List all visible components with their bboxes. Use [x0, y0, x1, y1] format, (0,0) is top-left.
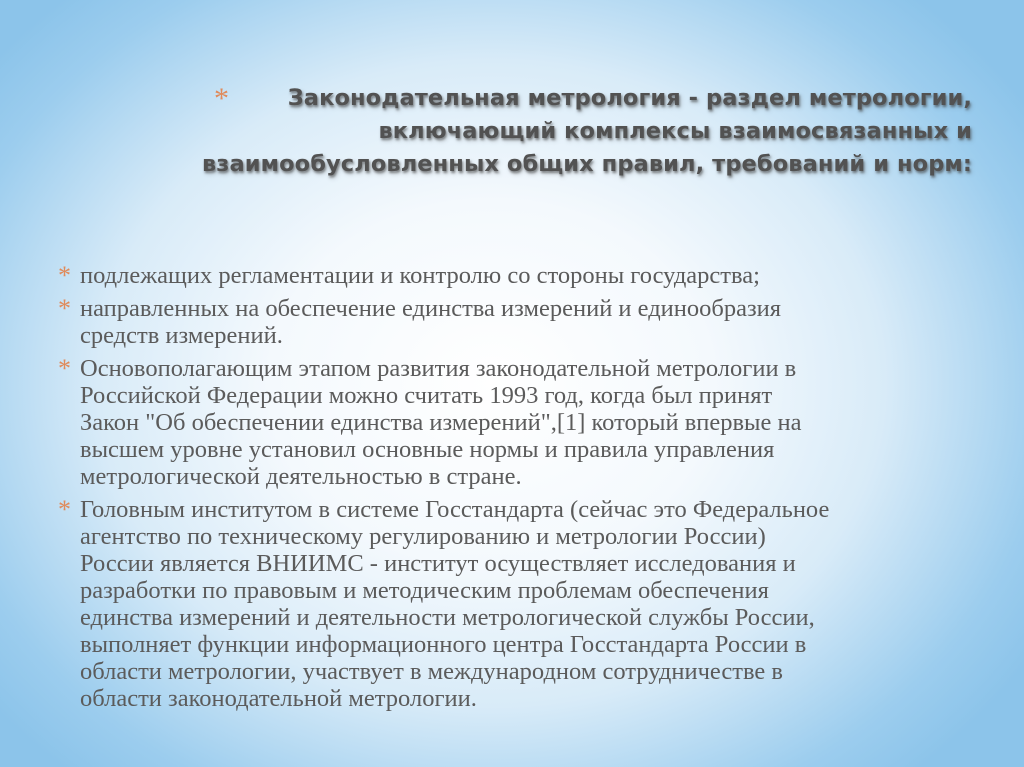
bullet-star-icon: *: [58, 495, 71, 524]
bullet-text-line: Головным институтом в системе Госстандарта (сейчас это Федеральное: [80, 496, 830, 523]
bullet-text-line: области метрологии, участвует в международном сотрудничестве в: [80, 658, 783, 685]
bullet-text-line: Основополагающим этапом развития законодательной метрологии в: [80, 355, 797, 382]
slide-title: [150, 82, 972, 181]
bullet-text: [80, 262, 958, 289]
bullet-text-line: единства измерений и деятельности метрологической службы России,: [80, 604, 815, 631]
bullet-text-line: области законодательной метрологии.: [80, 685, 477, 712]
bullet-text-line: метрологической деятельностью в стране.: [80, 463, 522, 490]
slide-title-line: включающий комплексы взаимосвязанных и: [378, 118, 972, 144]
bullet-star-icon: *: [58, 261, 71, 290]
bullet-text-line: направленных на обеспечение единства измерений и единообразия: [80, 295, 782, 322]
bullet-text: [80, 295, 958, 349]
title-bullet-star-icon: *: [214, 82, 229, 115]
bullet-text-line: выполняет функции информационного центра Госстандарта России в: [80, 631, 807, 658]
bullet-item: [58, 262, 958, 289]
bullet-item: [58, 355, 958, 490]
bullet-text-line: Российской Федерации можно считать 1993 год, когда был принят: [80, 382, 773, 409]
bullet-text-line: высшем уровне установил основные нормы и правила управления: [80, 436, 775, 463]
bullet-text-line: Закон "Об обеспечении единства измерений",[1] который впервые на: [80, 409, 802, 436]
bullet-text: [80, 355, 958, 490]
bullet-text: [80, 496, 958, 712]
bullet-text-line: подлежащих регламентации и контролю со стороны государства;: [80, 262, 760, 289]
bullet-text-line: средств измерений.: [80, 322, 283, 349]
slide-title-line: взаимообусловленных общих правил, требований и норм:: [201, 151, 972, 177]
slide-title-block: [150, 82, 972, 181]
slide-title-line: Законодательная метрология - раздел метрологии,: [287, 85, 972, 111]
bullet-item: [58, 496, 958, 712]
bullet-item: [58, 295, 958, 349]
bullet-list: [58, 262, 958, 718]
bullet-text-line: разработки по правовым и методическим проблемам обеспечения: [80, 577, 769, 604]
bullet-star-icon: *: [58, 354, 71, 383]
bullet-text-line: агентство по техническому регулированию и метрологии России): [80, 523, 766, 550]
bullet-star-icon: *: [58, 294, 71, 323]
bullet-text-line: России является ВНИИМС - институт осуществляет исследования и: [80, 550, 796, 577]
